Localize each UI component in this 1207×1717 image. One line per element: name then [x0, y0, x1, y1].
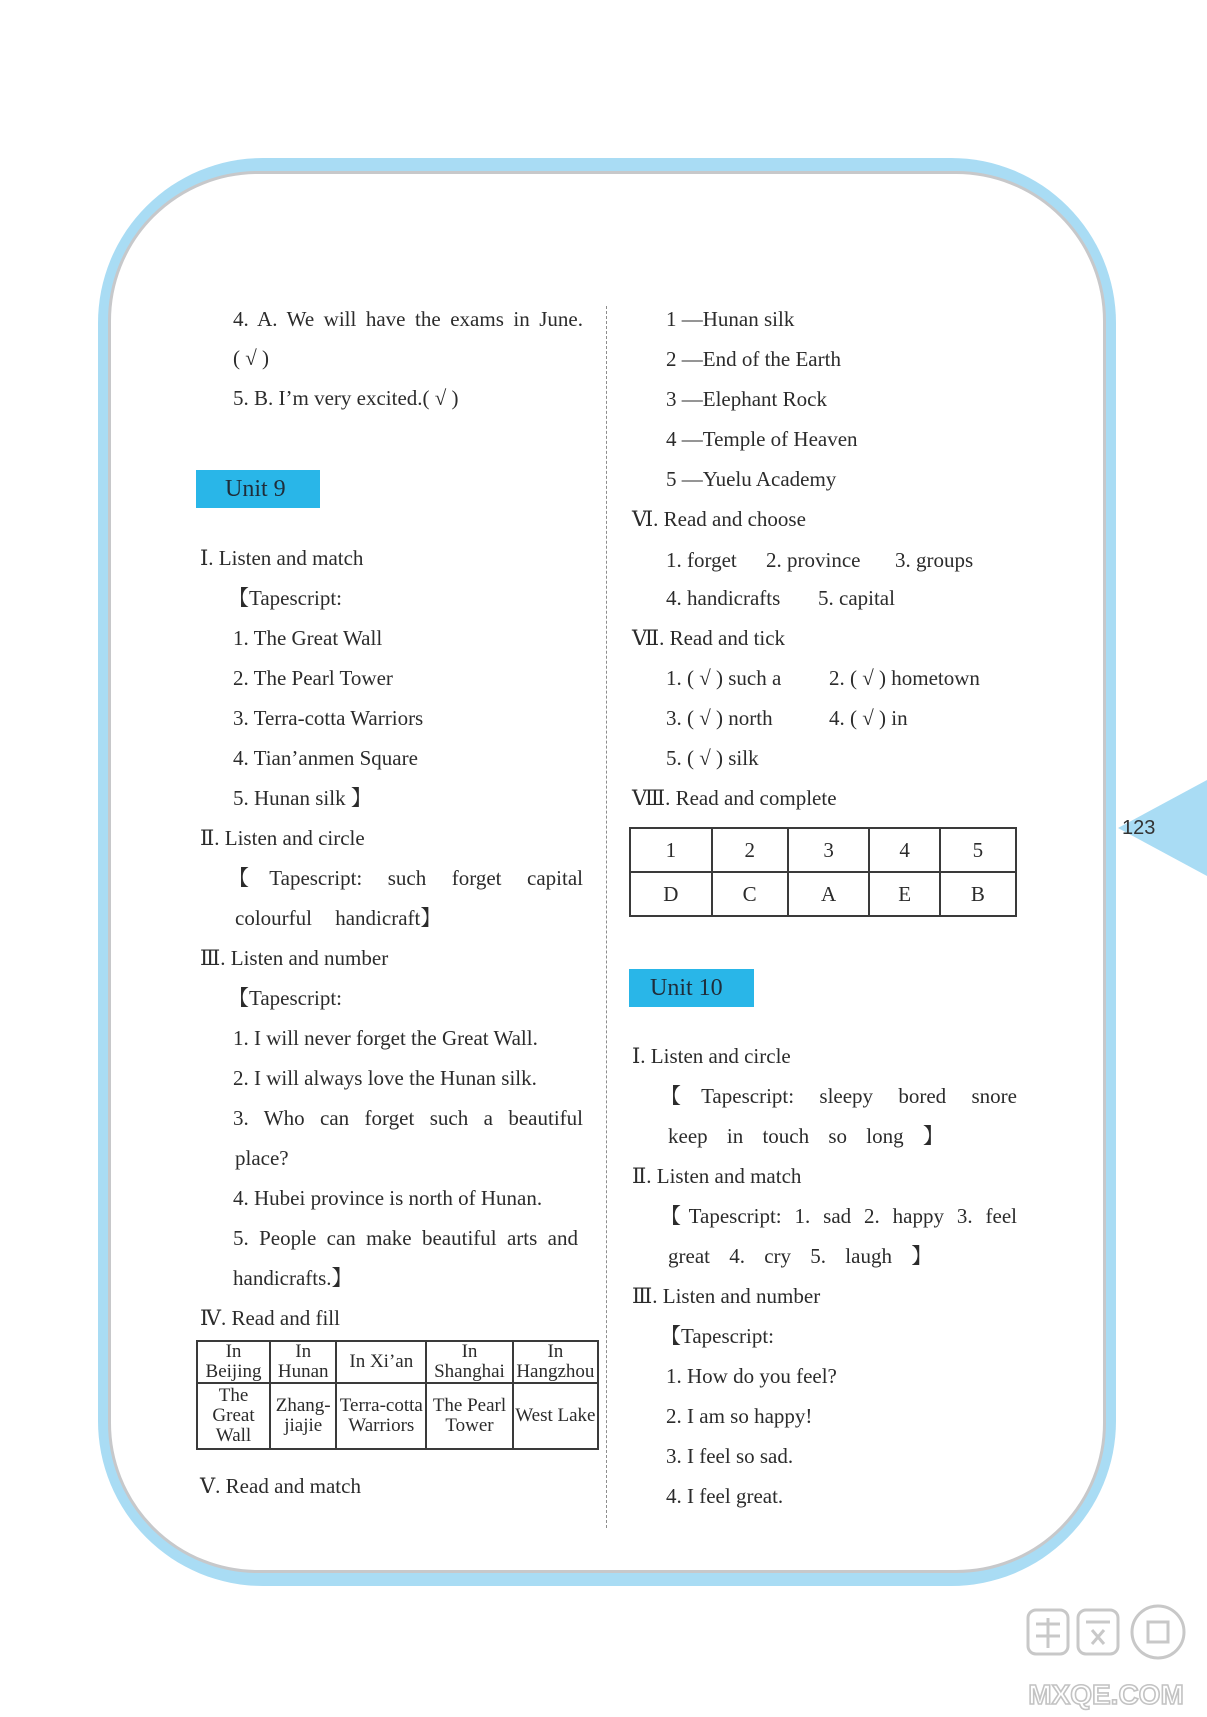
list-item: 4. Tian’anmen Square: [233, 746, 418, 770]
answer-line: ( √ ): [233, 346, 270, 370]
table-header: 3: [788, 828, 870, 872]
match-item: 4 —Temple of Heaven: [666, 427, 858, 451]
tapescript-line: 【Tapescript: 1. sad 2. happy 3. feel: [660, 1204, 1017, 1228]
answer-item: 2. ( √ ) hometown: [829, 666, 980, 690]
list-item: 5. People can make beautiful arts and: [233, 1226, 578, 1250]
table-header: In Shanghai: [426, 1341, 513, 1383]
section-heading: Ⅱ. Listen and circle: [200, 826, 365, 850]
read-and-complete-table: [629, 827, 1017, 917]
answer-item: 3. groups: [895, 548, 974, 572]
list-item: 4. I feel great.: [666, 1484, 784, 1508]
section-heading: Ⅰ. Listen and match: [200, 546, 364, 570]
table-cell: The Pearl Tower: [426, 1383, 513, 1449]
table-cell: West Lake: [513, 1383, 598, 1449]
table-header: In Xi’an: [336, 1341, 426, 1383]
section-heading: Ⅶ. Read and tick: [632, 626, 786, 650]
match-item: 3 —Elephant Rock: [666, 387, 827, 411]
answer-item: 4. handicrafts: [666, 586, 781, 610]
match-item: 1 —Hunan silk: [666, 307, 795, 331]
list-item: place?: [235, 1146, 289, 1170]
list-item: 1. I will never forget the Great Wall.: [233, 1026, 538, 1050]
tapescript-line: 【Tapescript: such forget capital: [228, 866, 583, 890]
match-item: 2 —End of the Earth: [666, 347, 841, 371]
list-item: 3. Terra-cotta Warriors: [233, 706, 424, 730]
list-item: 2. I will always love the Hunan silk.: [233, 1066, 537, 1090]
table-cell: Zhang-jiajie: [270, 1383, 336, 1449]
table-header: In Hunan: [270, 1341, 336, 1383]
answer-item: 1. forget: [666, 548, 737, 572]
column-divider: [606, 306, 607, 1528]
table-cell: C: [712, 872, 788, 916]
section-heading: Ⅲ. Listen and number: [200, 946, 389, 970]
table-header: 2: [712, 828, 788, 872]
tapescript-line: colourful handicraft】: [235, 906, 442, 930]
tapescript-label: 【Tapescript:: [228, 986, 342, 1010]
watermark-logo: [1008, 1600, 1204, 1712]
watermark-text: MXQE.COM: [1028, 1679, 1184, 1710]
table-cell: B: [940, 872, 1016, 916]
table-cell: E: [869, 872, 939, 916]
section-heading: Ⅱ. Listen and match: [632, 1164, 802, 1188]
answer-line: 5. B. I’m very excited.( √ ): [233, 386, 459, 410]
list-item: 3. I feel so sad.: [666, 1444, 794, 1468]
answer-line: 4. A. We will have the exams in June.: [233, 307, 583, 331]
section-heading: Ⅲ. Listen and number: [632, 1284, 821, 1308]
table-cell: A: [788, 872, 870, 916]
tapescript-line: keep in touch so long 】: [668, 1124, 944, 1148]
section-heading: Ⅵ. Read and choose: [632, 507, 806, 531]
answer-item: 5. capital: [818, 586, 895, 610]
tapescript-line: 【Tapescript: sleepy bored snore: [660, 1084, 1017, 1108]
table-cell: D: [630, 872, 712, 916]
table-header: 5: [940, 828, 1016, 872]
read-and-fill-table: [196, 1340, 599, 1450]
list-item: 1. The Great Wall: [233, 626, 383, 650]
table-header: In Hangzhou: [513, 1341, 598, 1383]
answer-item: 2. province: [766, 548, 861, 572]
unit-10-title: Unit 10: [629, 969, 754, 1007]
page-number: 123: [1122, 817, 1156, 839]
list-item: 2. The Pearl Tower: [233, 666, 393, 690]
answer-item: 1. ( √ ) such a: [666, 666, 782, 690]
tapescript-line: great 4. cry 5. laugh 】: [668, 1244, 933, 1268]
tapescript-label: 【Tapescript:: [660, 1324, 774, 1348]
section-heading: Ⅰ. Listen and circle: [632, 1044, 791, 1068]
list-item: 2. I am so happy!: [666, 1404, 813, 1428]
section-heading: Ⅷ. Read and complete: [632, 786, 837, 810]
match-item: 5 —Yuelu Academy: [666, 467, 837, 491]
list-item: handicrafts.】: [233, 1266, 353, 1290]
table-header: 4: [869, 828, 939, 872]
table-header: 1: [630, 828, 712, 872]
list-item: 3. Who can forget such a beautiful: [233, 1106, 583, 1130]
table-header: In Beijing: [197, 1341, 270, 1383]
list-item: 4. Hubei province is north of Hunan.: [233, 1186, 543, 1210]
section-heading: Ⅳ. Read and fill: [200, 1306, 340, 1330]
unit-9-title: Unit 9: [196, 470, 320, 508]
list-item: 5. Hunan silk 】: [233, 786, 372, 810]
tapescript-label: 【Tapescript:: [228, 586, 342, 610]
table-cell: The Great Wall: [197, 1383, 270, 1449]
answer-item: 4. ( √ ) in: [829, 706, 908, 730]
answer-item: 5. ( √ ) silk: [666, 746, 759, 770]
answer-item: 3. ( √ ) north: [666, 706, 773, 730]
list-item: 1. How do you feel?: [666, 1364, 837, 1388]
table-cell: Terra-cotta Warriors: [336, 1383, 426, 1449]
section-heading: Ⅴ. Read and match: [200, 1474, 361, 1498]
